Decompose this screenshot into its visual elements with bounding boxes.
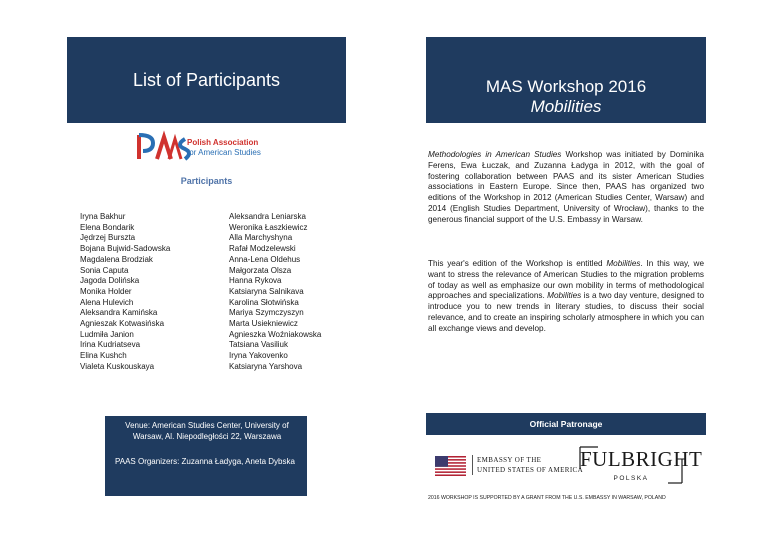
participant-list-right	[229, 212, 321, 373]
footer-note: 2016 WORKSHOP IS SUPPORTED BY A GRANT FROM THE U.S. EMBASSY IN WARSAW, POLAND	[428, 495, 666, 501]
participant-name: Iryna Yakovenko	[229, 351, 288, 361]
logo-line-1: Polish Association	[187, 138, 259, 147]
participant-name: Alla Marchyshyna	[229, 233, 293, 243]
venue-box	[105, 416, 307, 496]
participant-name: Magdalena Brodziak	[80, 254, 153, 264]
participant-name: Rafał Modzelewski	[229, 244, 296, 254]
venue-text: Venue: American Studies Center, University of Warsaw, Al. Niepodległości 22, Warszawa	[125, 421, 289, 441]
participant-name: Karolina Słotwińska	[229, 297, 299, 307]
us-flag-icon	[435, 456, 466, 476]
italic-lead: Methodologies in American Studies	[428, 150, 562, 159]
participant-name: Elina Kushch	[80, 351, 127, 361]
logo-text	[187, 138, 261, 158]
embassy-text	[472, 455, 583, 475]
participant-name: Iryna Bakhur	[80, 212, 126, 221]
participants-heading: Participants	[180, 176, 233, 186]
participant-name: Sonia Caputa	[80, 265, 129, 275]
participant-name: Alena Hulevich	[80, 297, 134, 307]
patronage-heading: Official Patronage	[426, 413, 706, 435]
polska-word: POLSKA	[613, 475, 649, 482]
fulbright-word: FULBRIGHT	[580, 447, 703, 471]
participant-list-left	[80, 212, 170, 373]
participant-name: Ludmiła Janion	[80, 329, 134, 339]
participants-header	[67, 37, 346, 123]
intro-paragraph	[428, 150, 704, 226]
organizers-text: PAAS Organizers: Zuzanna Ładyga, Aneta Dybska	[115, 457, 295, 466]
participant-name: Bojana Bujwid-Sadowska	[80, 244, 171, 254]
participant-name: Weronika Łaszkiewicz	[229, 222, 308, 232]
participant-name: Aleksandra Kamińska	[80, 308, 158, 318]
participant-name: Agnieszak Kotwasińska	[80, 319, 165, 329]
participant-name: Elena Bondarik	[80, 222, 135, 232]
paragraph-text: This year's edition of the Workshop is entitled	[428, 259, 607, 268]
paragraph-text: Workshop was initiated by Dominika Ferens, Ewa Łuczak, and Zuzanna Ładyga in 2012, with the goal of fostering collaboration between PAAS and its sister American Studies associations in Eastern Europe. Since then, PAAS has organized two editions of the Workshop in 2012 (American Studies Center, Warsaw) and 2014 (English Studies Department, University of Wrocław), thanks to the generous financial support of the U.S. Embassy in Warsaw.	[428, 150, 704, 224]
participant-name: Hanna Rykova	[229, 276, 282, 286]
participant-name: Katsiaryna Salnikava	[229, 286, 304, 296]
participant-name: Jędrzej Burszta	[80, 233, 136, 243]
participant-name: Irina Kudriatseva	[80, 340, 141, 350]
participant-name: Vialeta Kuskouskaya	[80, 361, 155, 371]
workshop-header	[426, 37, 706, 123]
participant-name: Małgorzata Olsza	[229, 265, 292, 275]
participant-name: Katsiaryna Yarshova	[229, 361, 303, 371]
edition-paragraph	[428, 259, 704, 335]
participant-name: Agnieszka Woźniakowska	[229, 329, 322, 339]
italic-term: Mobilities	[606, 259, 641, 268]
logo-line-2: for American Studies	[187, 148, 261, 157]
participant-name: Monika Holder	[80, 286, 132, 296]
participant-name: Mariya Szymczyszyn	[229, 308, 304, 318]
participant-name: Aleksandra Leniarska	[229, 212, 306, 221]
participant-name: Tatsiana Vasiliuk	[229, 340, 288, 350]
paragraph-text: is a two day venture, designed to introduce you to new trends in literary studies, to discuss their social relevance, and to create an inspiring scholarly atmosphere in which you can all exchange views and develop.	[428, 291, 704, 333]
participants-title: List of Participants	[132, 70, 281, 90]
embassy-line-1: EMBASSY OF THE	[477, 456, 542, 464]
paragraph-text: . In this way, we want to stress the relevance of American Studies to the migration problems of today as well as emphasize our own mobility in terms of methodological approaches and specializations.	[428, 259, 705, 301]
participant-name: Jagoda Dolińska	[80, 276, 140, 286]
workshop-title: MAS Workshop 2016	[485, 77, 647, 96]
participant-name: Marta Usiekniewicz	[229, 319, 298, 329]
workshop-subtitle: Mobilities	[530, 97, 602, 116]
participants-panel	[67, 37, 346, 507]
italic-term: Mobilities	[547, 291, 582, 301]
participant-name: Anna-Lena Oldehus	[229, 254, 301, 264]
workshop-panel	[426, 37, 706, 507]
embassy-line-2: UNITED STATES OF AMERICA	[477, 466, 584, 474]
